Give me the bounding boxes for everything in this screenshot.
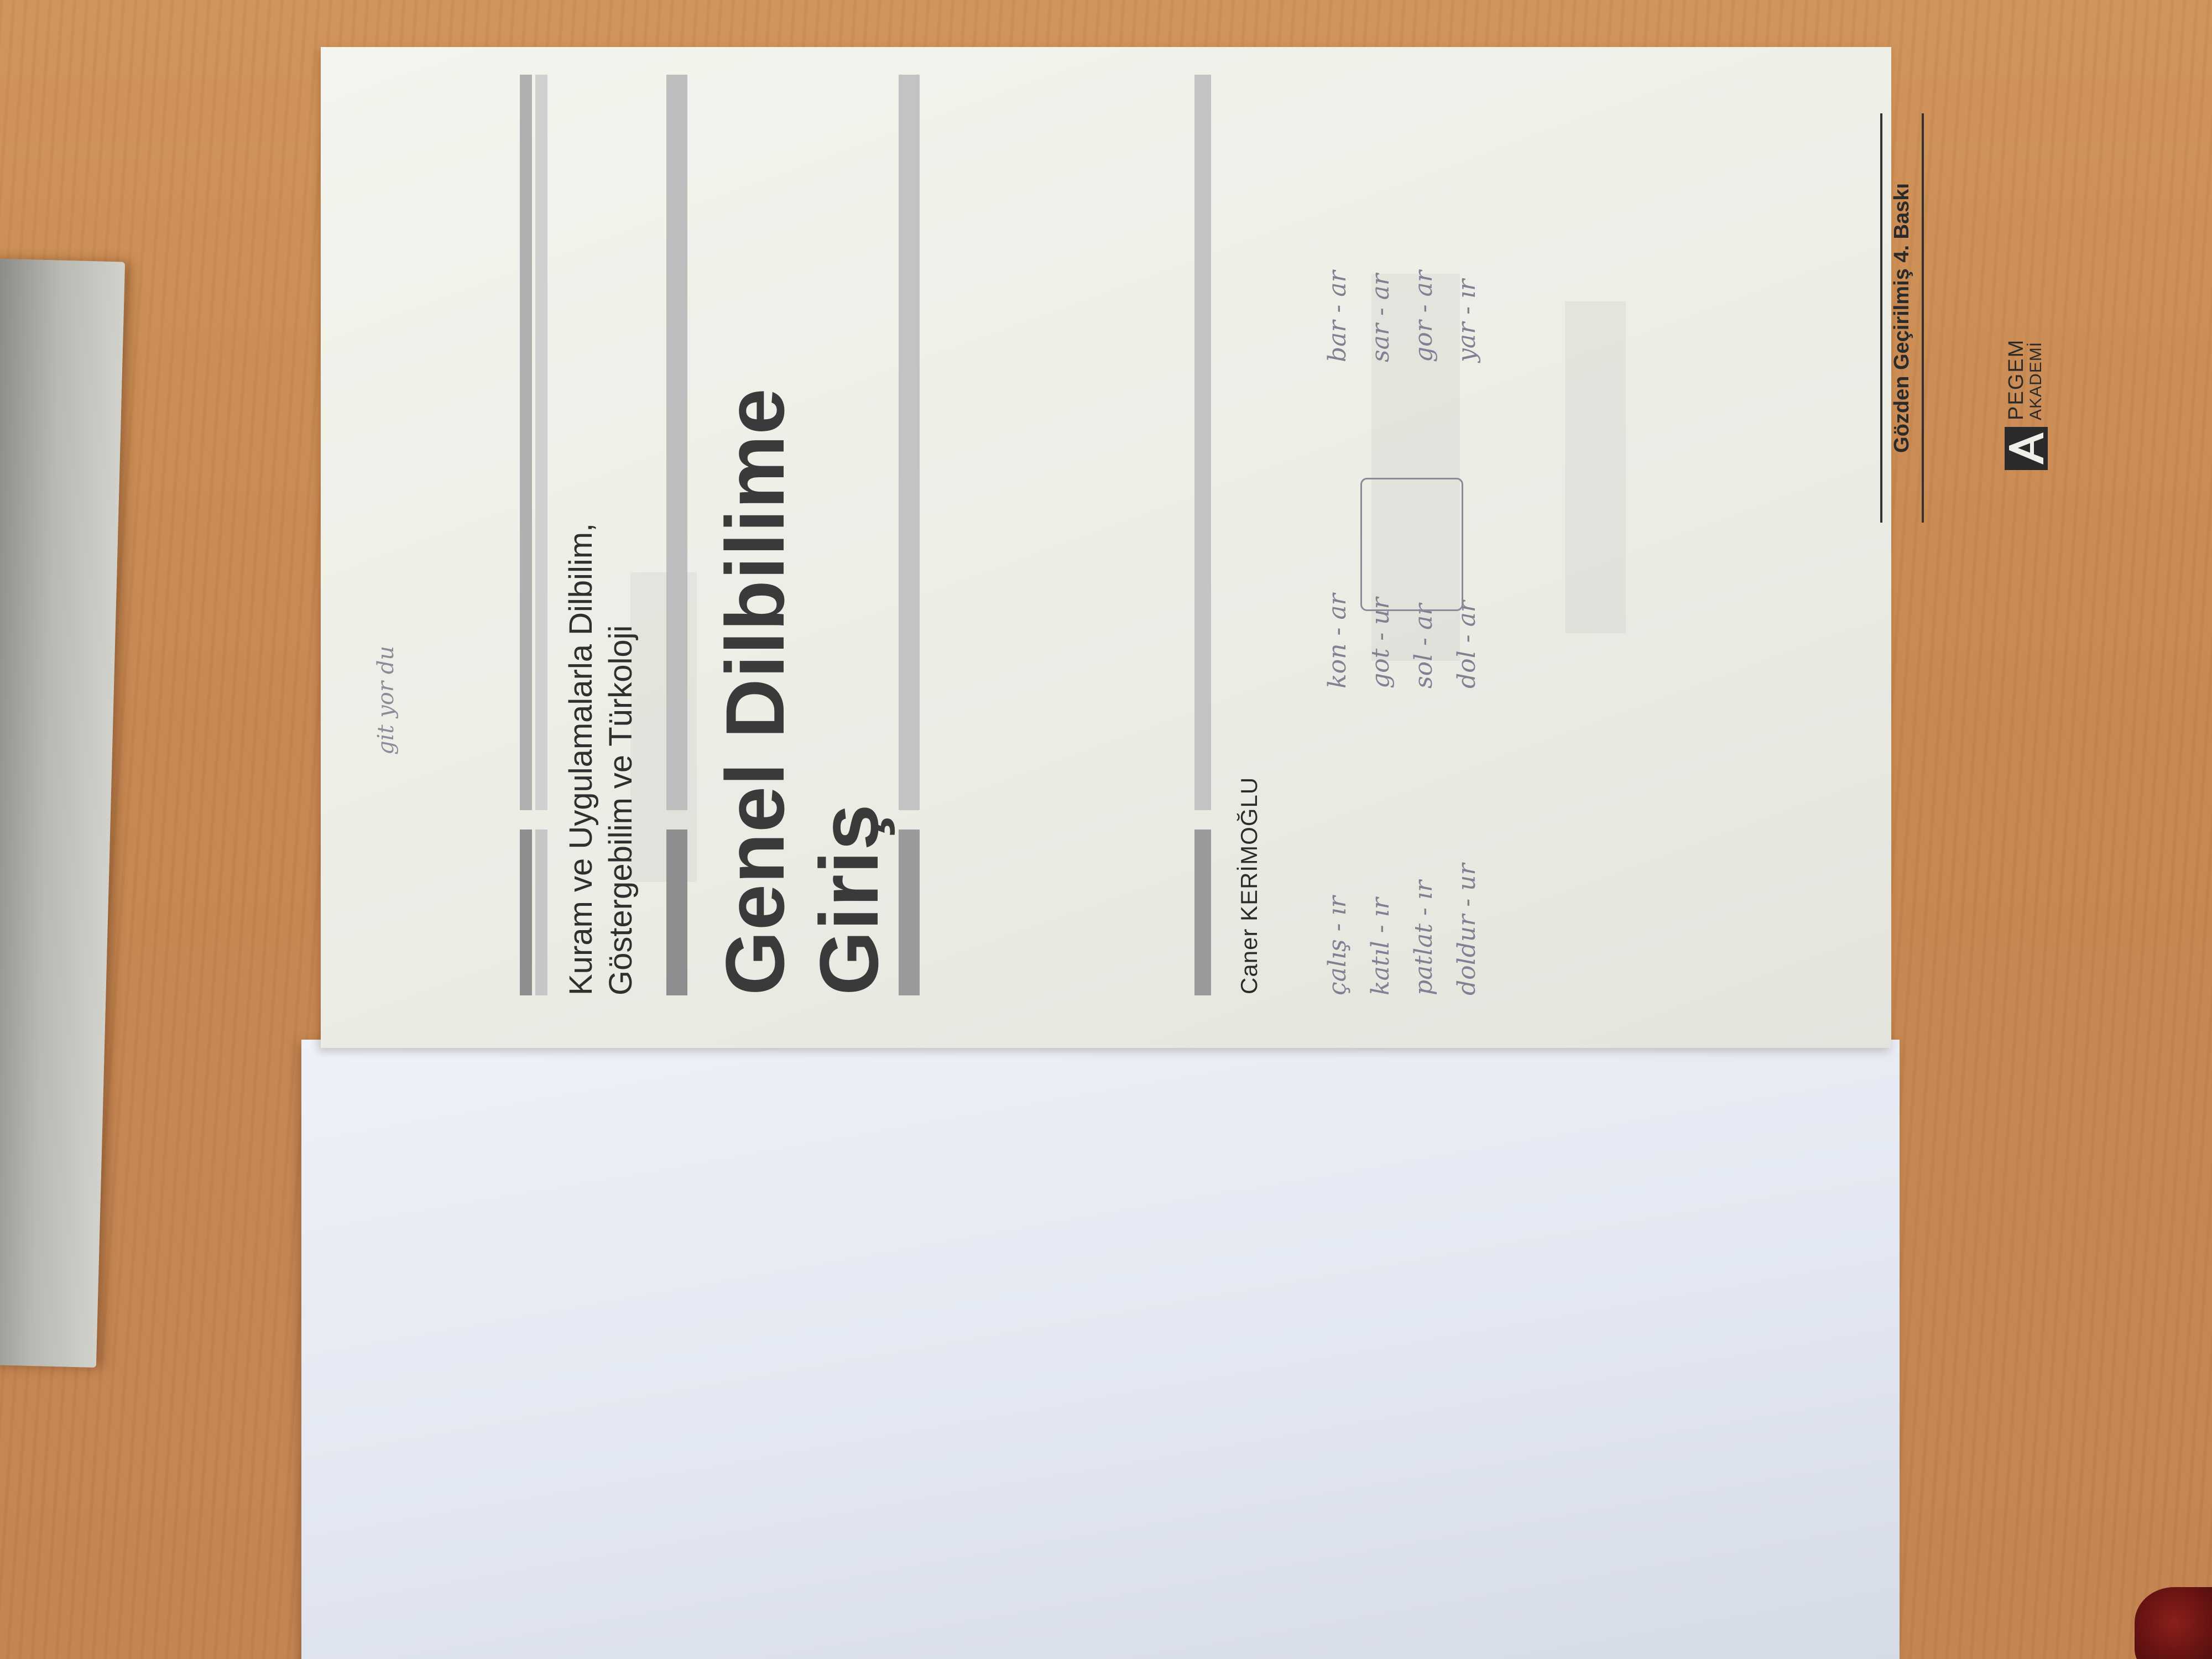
handwritten-word: çalış - ır [1323, 896, 1352, 995]
author-bar-2 [1194, 75, 1211, 810]
header-bar-1 [520, 830, 532, 995]
edition-label: Gözden Geçirilmiş 4. Baskı [1880, 113, 1924, 523]
handwritten-word: dol - ar [1453, 601, 1481, 688]
handwritten-column-right [1316, 270, 1489, 362]
pegem-logo-icon [2005, 427, 2048, 470]
handwritten-word: kon - ar [1323, 593, 1352, 688]
header-bar-4 [535, 75, 547, 810]
header-bar-3 [520, 75, 532, 810]
title-page-content [321, 47, 2045, 1048]
title-line-2: Giriş [802, 804, 895, 995]
handwritten-word: sol - ar [1410, 603, 1438, 688]
publisher-name [2006, 339, 2046, 420]
show-through-block [1565, 301, 1626, 633]
handwritten-word: got - ur [1366, 597, 1395, 688]
publisher-logo [2005, 339, 2048, 470]
handwritten-box [1360, 478, 1463, 611]
title-bar-1 [666, 830, 687, 995]
side-book-edge [0, 258, 125, 1368]
author-name: Caner KERİMOĞLU [1236, 776, 1262, 994]
handwritten-note-top: git yor du [373, 645, 399, 755]
title-bar-3 [899, 830, 920, 995]
subtitle-line-1: Kuram ve Uygulamalarla Dilbilim, [563, 523, 599, 995]
book-title [708, 388, 896, 995]
handwritten-column-left [1316, 864, 1489, 995]
book-subtitle [561, 276, 641, 995]
subtitle-line-2: Göstergebilim ve Türkoloji [603, 625, 639, 995]
handwritten-word: gor - ar [1410, 270, 1438, 362]
handwritten-word: katıl - ır [1366, 898, 1395, 995]
title-line-1: Genel Dilbilime [708, 388, 801, 995]
title-bar-2 [666, 75, 687, 810]
red-fabric-corner [2135, 1587, 2212, 1659]
publisher-line-1: PEGEM [2005, 338, 2028, 420]
handwritten-word: sar - ar [1366, 274, 1395, 362]
title-bar-4 [899, 75, 920, 810]
author-bar-1 [1194, 830, 1211, 995]
title-page [321, 47, 2045, 1048]
handwritten-word: yar - ır [1453, 279, 1481, 362]
publisher-line-2: AKADEMİ [2027, 341, 2045, 420]
handwritten-word: patlat - ır [1410, 880, 1438, 995]
header-bar-2 [535, 830, 547, 995]
handwritten-word: bar - ar [1323, 270, 1352, 362]
blank-facing-page [301, 1040, 1900, 1659]
handwritten-word: doldur - ur [1453, 863, 1481, 995]
